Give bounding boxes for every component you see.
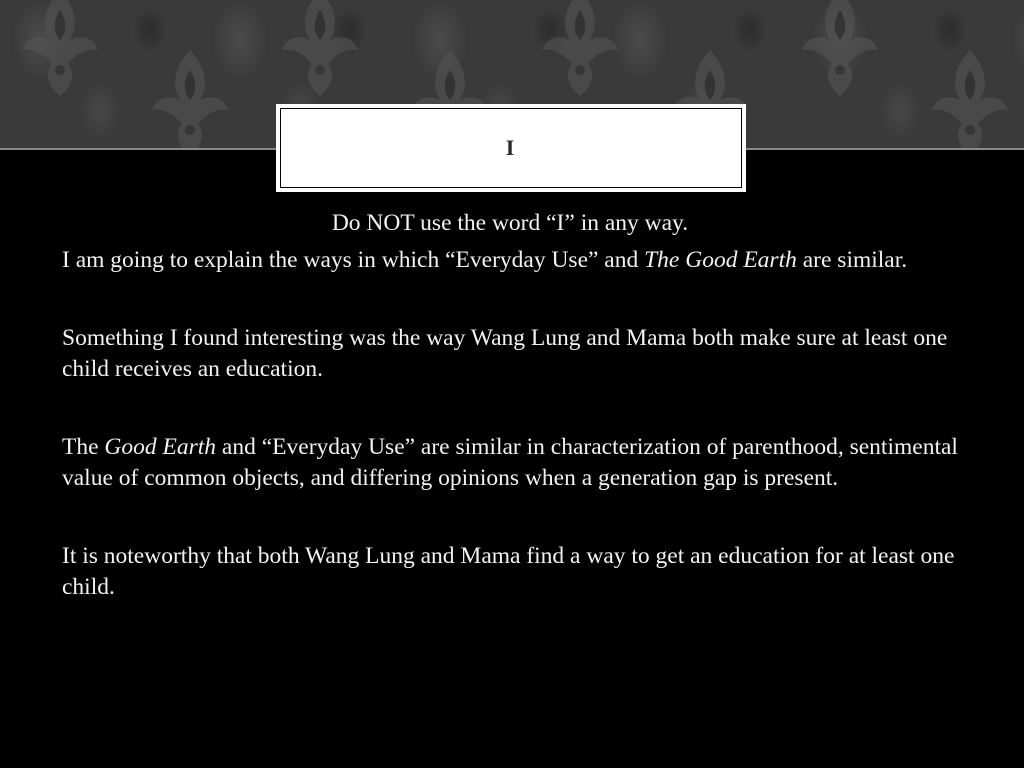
paragraph-text: It is noteworthy that both Wang Lung and Mama find a way to get an education for at least one child. bbox=[62, 543, 955, 600]
instruction-text: Do NOT use the word “I” in any way. bbox=[331, 210, 689, 236]
slide-content bbox=[62, 208, 962, 650]
paragraph-text: and “Everyday Use” are similar in characterization of parenthood, sentimental value of common objects, and differing opinions when a generation gap is present. bbox=[62, 434, 958, 491]
example-paragraph bbox=[62, 323, 962, 385]
paragraph-text: are similar. bbox=[796, 247, 908, 273]
paragraph-text: Something I found interesting was the way Wang Lung and Mama both make sure at least one child receives an education. bbox=[62, 325, 948, 382]
example-paragraph bbox=[62, 245, 962, 276]
example-paragraph bbox=[62, 541, 962, 603]
title-box bbox=[276, 104, 746, 192]
italic-title-text: The Good Earth bbox=[644, 247, 797, 273]
example-paragraph bbox=[62, 432, 962, 494]
italic-title-text: Good Earth bbox=[104, 434, 217, 460]
paragraph-text: The bbox=[62, 434, 105, 460]
paragraph-text: I am going to explain the ways in which “Everyday Use” and bbox=[62, 247, 645, 273]
slide-title: I bbox=[505, 135, 517, 160]
example-list bbox=[62, 245, 962, 603]
